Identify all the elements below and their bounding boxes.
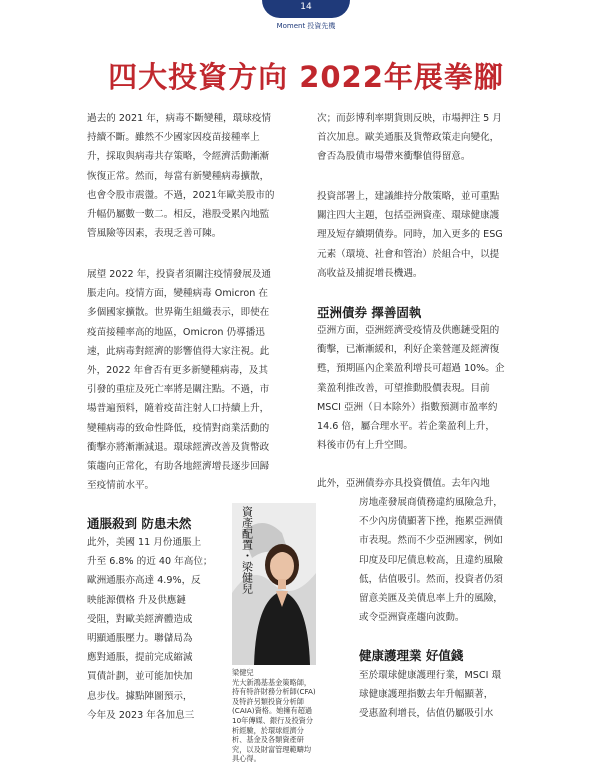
text-line: 管風險等因素，表現乏善可陳。 [87,228,222,240]
heading-asia-bonds: 亞洲債券 擇善固執 [317,305,422,320]
text-line: 析、基金及各類資產研 [232,735,304,745]
text-line: 展望 2022 年，投資者須關注疫情發展及通 [87,269,272,280]
text-line: 衝擊亦將漸漸減退。環球經濟改善及貨幣政 [87,441,270,453]
text-line: 此外，美國 11 月份通脹上 [87,537,202,548]
text-line: 低，估值吸引。然而，投資者仍須 [359,573,503,585]
text-line: 變種病毒的致命性降低，疫情對商業活動的 [87,422,270,434]
text-line: 至疫情前水平。 [87,480,155,492]
text-line: 速，此病毒對經濟的影響值得大家注視。此 [87,345,270,357]
text-line: 首次加息。歐美通脹及貨幣政策走向變化， [317,132,500,144]
text-line: (CAIA)資格。她擁有超過 [232,706,313,716]
col2-paragraph-5 [359,666,529,724]
text-line: 場普遍預料，隨着疫苗注射人口持續上升， [87,403,270,415]
text-line: 明顯通脹壓力。聯儲局為 [87,633,193,645]
text-line: 具心得。 [232,754,261,764]
text-line: 光大新鴻基基金策略師， [232,677,312,687]
text-line: 疫苗接種率高的地區，Omicron 仍導播迅 [87,326,265,338]
text-line: 究，以及財富管理範疇均 [232,744,312,754]
text-line: 理及短存續期債券。同時，加入更多的 ESG [317,229,503,241]
text-line: 多個國家擴散。世界衛生組織表示，即使在 [87,307,270,319]
text-line: 14.6 倍，屬合理水平。若企業盈利上升， [317,421,495,433]
page-number: 14 [300,2,312,12]
text-line: 業盈利推改善，可望推動股價表現。目前 [317,382,490,394]
text-line: MSCI 亞洲（日本除外）指數預測市盈率約 [317,401,498,413]
text-line: 甦，預期區內企業盈利增長可超過 10%。企 [317,363,505,375]
text-line: 析經驗，於環球經濟分 [232,725,304,735]
text-line: 不少內房債顯著下挫，拖累亞洲債 [359,516,503,528]
text-line: 房地產發展商債務違約風險急升， [359,497,503,508]
text-line: 升，採取與病毒共存策略，令經濟活動漸漸 [87,151,270,163]
text-line: 料後市仍有上升空間。 [317,440,413,452]
text-line: 息步伐。據點陣圖預示， [87,690,193,702]
col2-paragraph-1 [317,109,529,167]
vertical-label-text: 資產配置・梁健兒 [240,506,254,594]
text-line: 策趨向正常化，有助各地經濟增長逐步回歸 [87,461,270,473]
text-line: 升幅仍屬數一數二。相反，港股受累內地監 [87,209,270,221]
col2-paragraph-3 [317,321,529,455]
col2-paragraph-4 [359,493,529,627]
text-line: 歐洲通脹亦高達 4.9%，反 [87,575,201,587]
text-line: 脹走向。疫情方面，變種病毒 Omicron 在 [87,288,268,300]
heading-inflation: 通脹殺到 防患未然 [87,516,192,531]
text-line: 外，2022 年會否有更多新變種病毒，及其 [87,365,268,377]
col2-paragraph-4-first-line: 此外，亞洲債券亦具投資價值。去年內地 [317,478,490,489]
text-line: 留意美匯及美債息率上升的風險， [359,593,503,605]
text-line: 投資部署上，建議維持分散策略，並可重點 [317,191,500,202]
text-line: 過去的 2021 年，病毒不斷變種，環球疫情 [87,113,272,124]
text-line: 關注四大主題，包括亞洲資產、環球健康護 [317,210,500,222]
text-line: 受阻，對歐美經濟體造成 [87,613,193,625]
text-line: 高收益及捕捉增長機遇。 [317,267,423,279]
text-line: 亞洲方面，亞洲經濟受疫情及供應鏈受阻的 [317,325,500,336]
text-line: 持有特許財務分析師(CFA) [232,687,316,697]
text-line: 及特許另類投資分析師 [232,696,304,706]
text-line: 恢復正常。然而，每當有新變種病毒擴散， [87,170,270,182]
text-line: 會否為股債市場帶來衝擊值得留意。 [317,151,471,163]
text-line: 也會令股市震盪。不過，2021年歐美股市的 [87,189,275,201]
text-line: 至於環球健康護理行業，MSCI 環 [359,670,502,681]
text-line: 映能源價格 升及供應鏈 [87,594,186,606]
text-line: 印度及印尼債息較高，且違約風險 [359,554,503,566]
text-line: 或令亞洲資產趨向波動。 [359,612,465,624]
text-line: 元素（環境、社會和管治）於組合中，以提 [317,248,500,260]
magazine-brand: Moment 投資先機 [276,22,336,30]
author-vertical-label [240,506,254,597]
text-line: 買債計劃，並可能加快加 [87,671,193,683]
col1-paragraph-3 [87,533,224,725]
author-bio [232,668,318,764]
col1-paragraph-1 [87,109,303,243]
text-line: 引發的重症及死亡率將是關注點。不過，市 [87,384,270,396]
text-line: 球健康護理指數去年升幅顯著， [359,689,494,701]
col2-paragraph-2 [317,187,529,283]
text-line: 市表現。然而不少亞洲國家，例如 [359,535,503,547]
text-line: 受惠盈利增長，估值仍屬吸引水 [359,708,494,720]
text-line: 升至 6.8% 的近 40 年高位； [87,556,213,568]
text-line: 今年及 2023 年各加息三 [87,709,195,721]
text-line: 應對通脹，提前完成縮減 [87,652,193,664]
text-line: 持續不斷。雖然不少國家因疫苗接種率上 [87,132,260,144]
col1-paragraph-2 [87,265,303,495]
text-line: 次；而彭博利率期貨則反映，市場押注 5 月 [317,113,502,124]
text-line: 衝擊，已漸漸緩和，利好企業營運及經濟復 [317,344,500,356]
text-line: 梁健兒 [232,668,254,677]
heading-healthcare: 健康護理業 好值錢 [359,648,464,663]
text-line: 10年傳媒、銀行及投資分 [232,715,314,725]
article-title: 四大投資方向 2022年展拳腳 [108,60,504,94]
